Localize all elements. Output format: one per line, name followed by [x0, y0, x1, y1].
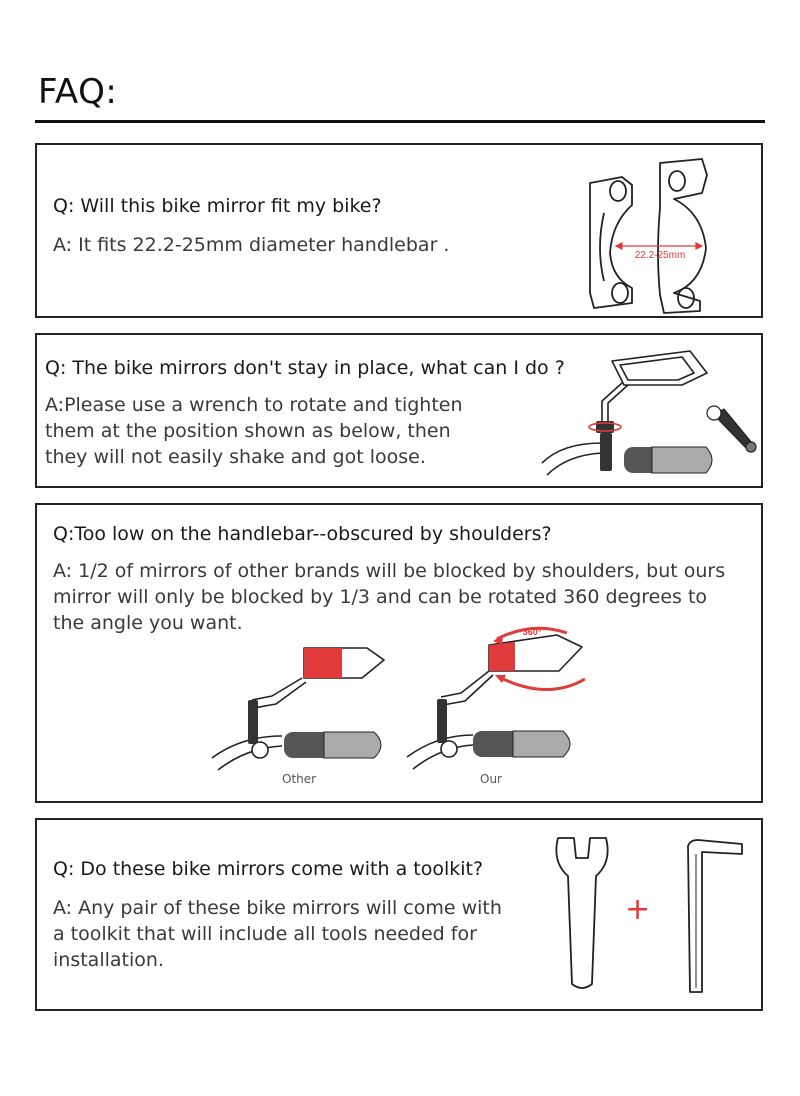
page-title: FAQ:: [38, 72, 118, 112]
faq-answer-line: they will not easily shake and got loose.: [45, 446, 426, 468]
other-brand-mirror-illustration: [212, 638, 402, 778]
plus-sign: +: [625, 892, 651, 927]
faq-card-stay-in-place: [35, 333, 763, 488]
faq-answer-line: a toolkit that will include all tools needed for: [53, 923, 477, 945]
other-caption: Other: [282, 772, 317, 786]
faq-question: Q:Too low on the handlebar--obscured by shoulders?: [53, 523, 552, 545]
faq-answer-line: installation.: [53, 949, 164, 971]
mirror-wrench-illustration: [542, 343, 762, 483]
rotation-label: 360°: [522, 627, 542, 637]
faq-answer-line: the angle you want.: [53, 612, 243, 634]
title-divider: [35, 120, 765, 123]
faq-answer: [53, 558, 725, 636]
our-mirror-illustration: [407, 625, 597, 765]
faq-answer: [53, 232, 449, 258]
faq-answer-line: A: 1/2 of mirrors of other brands will be blocked by shoulders, but ours: [53, 560, 726, 582]
faq-answer-line: A: It fits 22.2-25mm diameter handlebar .: [53, 234, 450, 256]
faq-answer-line: them at the position shown as below, then: [45, 420, 451, 442]
faq-card-too-low: [35, 503, 763, 803]
our-caption: Our: [480, 772, 502, 786]
faq-answer: [53, 895, 502, 973]
handlebar-clamp-illustration: [582, 153, 732, 313]
clamp-size-label: 22.2-25mm: [634, 250, 686, 261]
faq-question: Q: The bike mirrors don't stay in place, what can I do ?: [45, 357, 565, 379]
other-blocked-area: [304, 648, 342, 678]
faq-card-fit: [35, 143, 763, 318]
faq-answer-line: mirror will only be blocked by 1/3 and can be rotated 360 degrees to: [53, 586, 708, 608]
faq-answer-line: A:Please use a wrench to rotate and tighten: [45, 394, 463, 416]
faq-card-toolkit: [35, 818, 763, 1011]
faq-question: Q: Do these bike mirrors come with a toolkit?: [53, 858, 484, 880]
faq-answer-line: A: Any pair of these bike mirrors will come with: [53, 897, 502, 919]
faq-question: Q: Will this bike mirror fit my bike?: [53, 195, 382, 217]
wrench-icon: [552, 834, 612, 994]
our-blocked-area: [489, 642, 515, 671]
faq-answer: [45, 392, 463, 470]
hex-key-icon: [680, 838, 750, 998]
